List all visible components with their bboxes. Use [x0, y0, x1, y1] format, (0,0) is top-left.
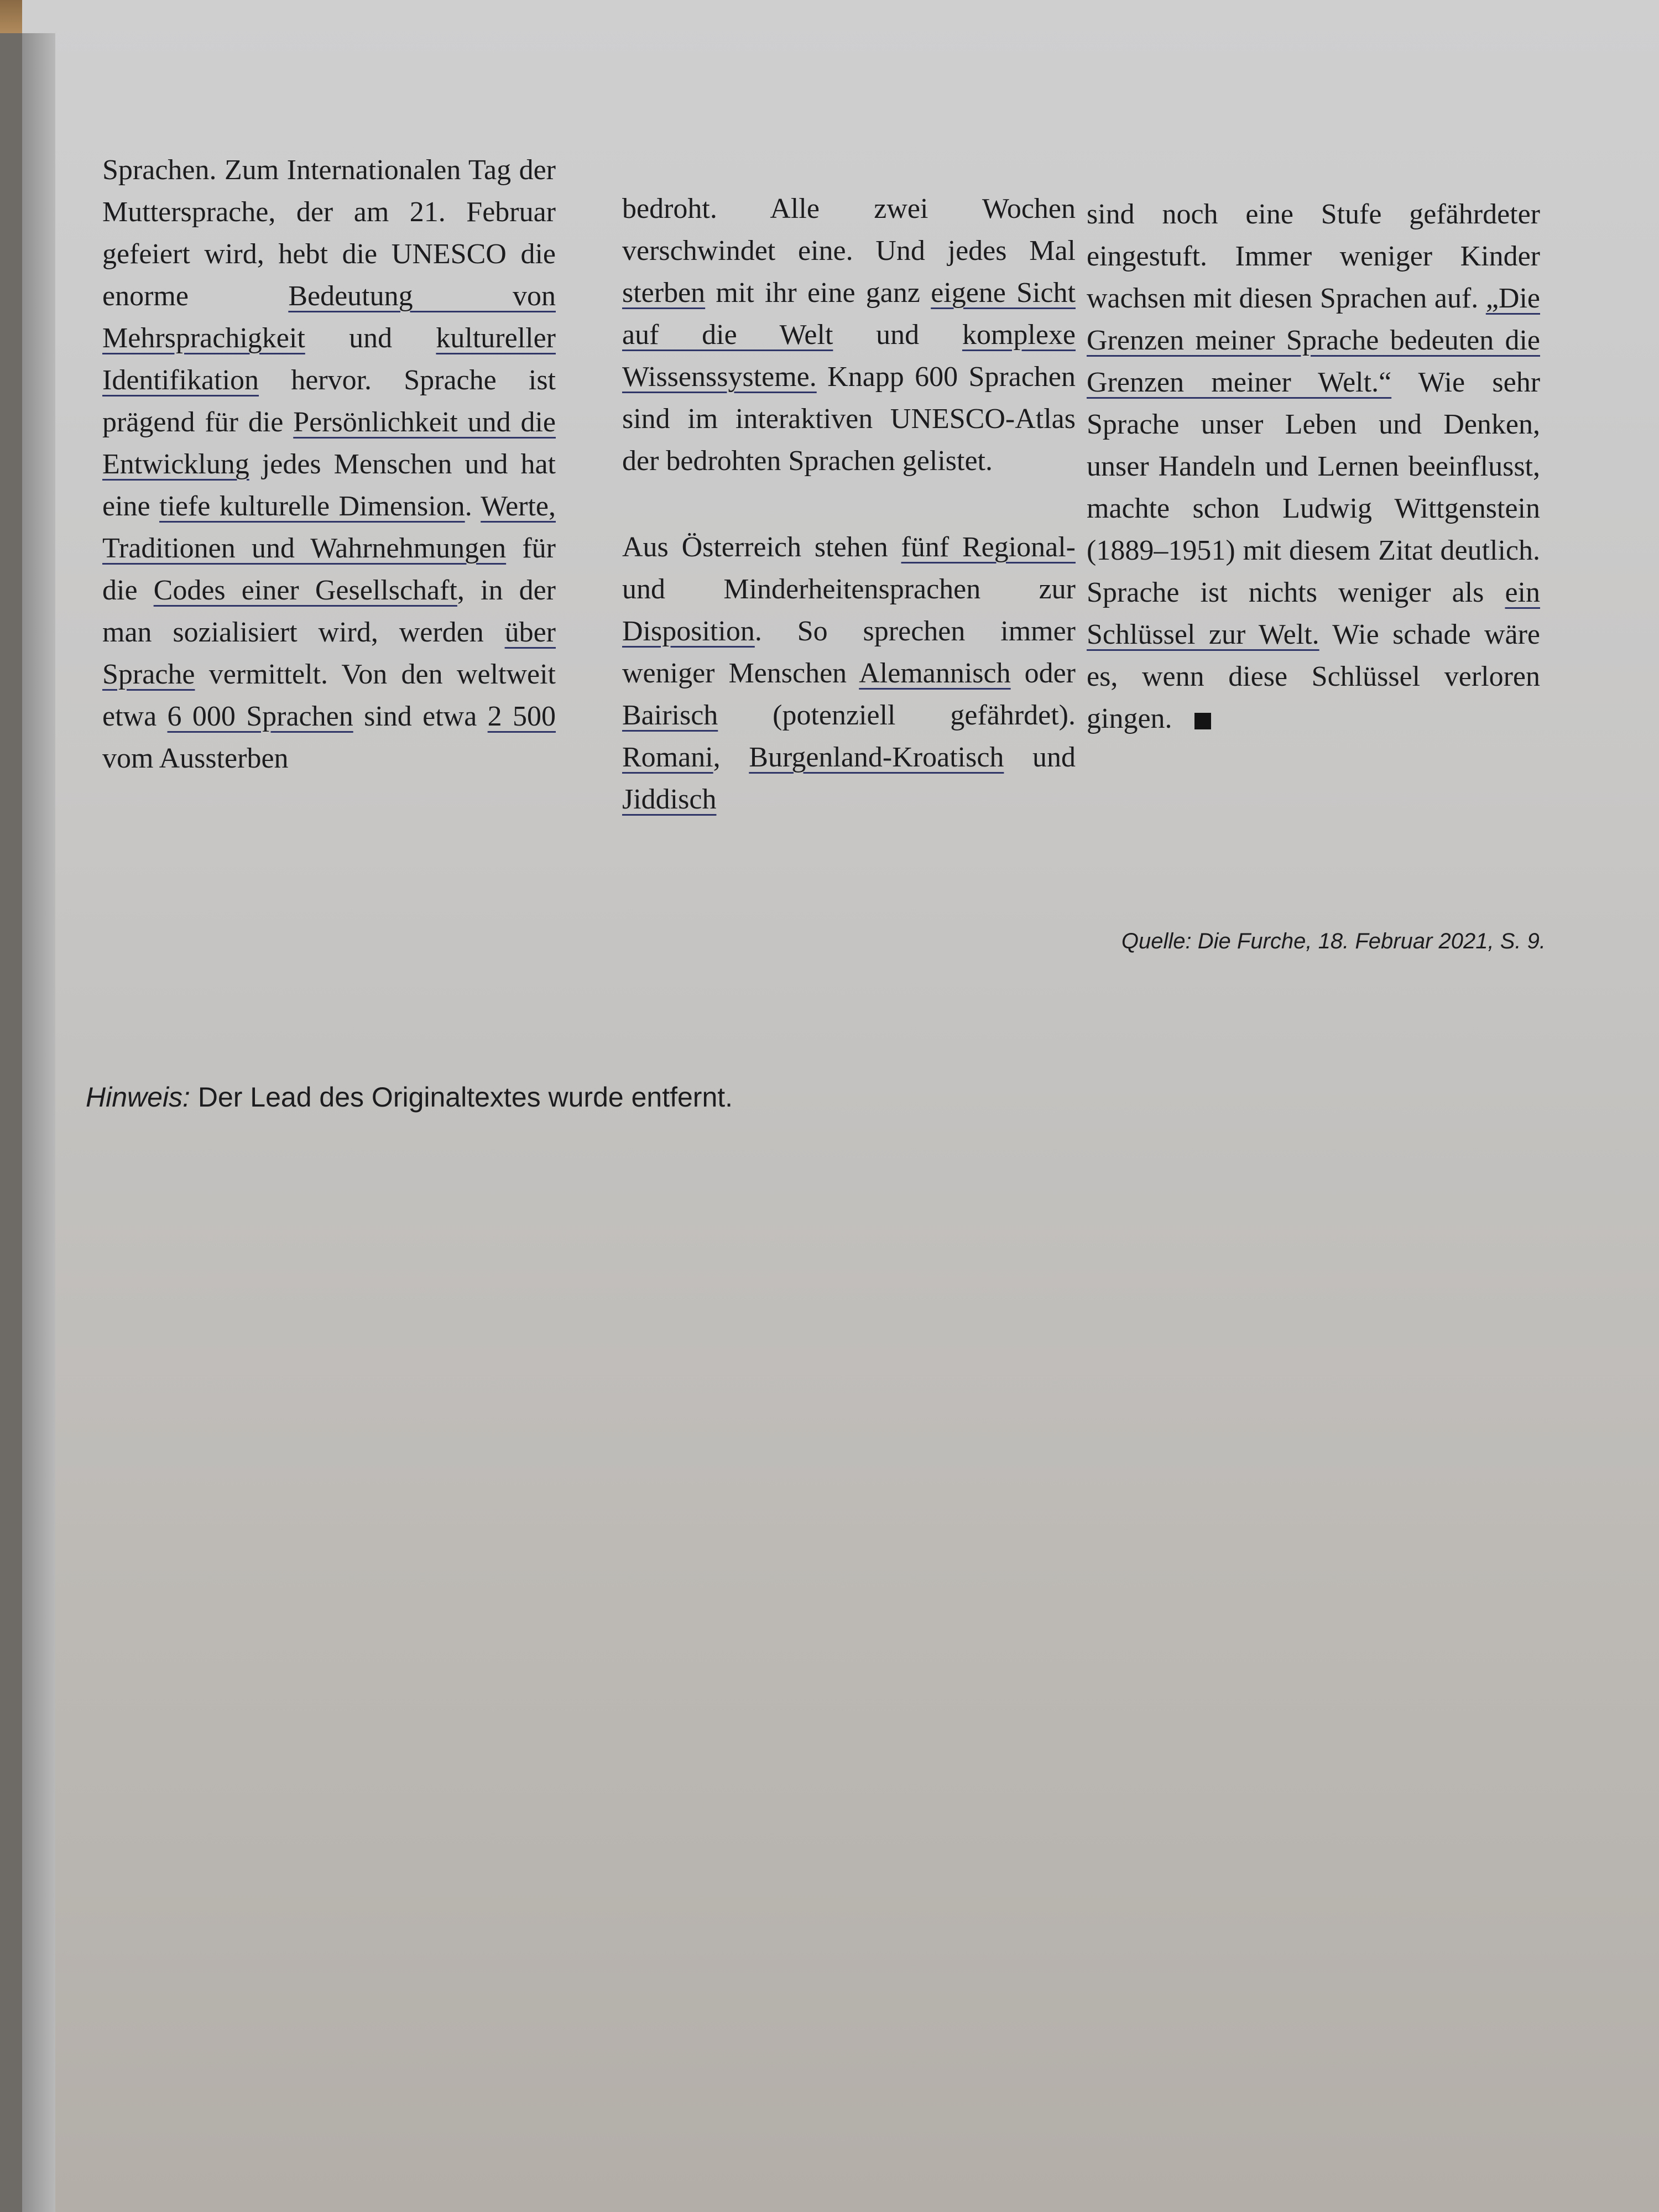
text-run: und — [1004, 742, 1076, 773]
text-run: . So sprechen immer weniger Menschen — [622, 615, 1076, 689]
text-run: bedroht. Alle zwei Wochen verschwindet eine. Und jedes Mal — [622, 193, 1076, 267]
underlined-phrase: Disposition — [622, 615, 755, 647]
underlined-phrase: eigene Sicht auf die Welt — [622, 277, 1076, 351]
underlined-phrase: Persönlichkeit und die Entwicklung — [102, 406, 556, 480]
article-column-1 — [102, 149, 556, 780]
text-run: sind noch eine Stufe gefährdeter eingestuft. Immer weniger Kinder wachsen mit diesen Sprachen auf. — [1087, 199, 1540, 314]
underlined-phrase: fünf Regional- — [901, 531, 1076, 563]
column-2-paragraph-2 — [622, 526, 1076, 821]
underlined-phrase: Alemannisch — [859, 658, 1011, 689]
article-column-2 — [622, 188, 1076, 821]
text-run: Sprachen. Zum Internationalen Tag der Muttersprache, der am 21. Februar gefeiert wird, hebt die UNESCO die enorme — [102, 154, 556, 312]
note-text: Der Lead des Originaltextes wurde entfernt. — [190, 1082, 733, 1113]
text-run: Wie sehr Sprache unser Leben und Denken, unser Handeln und Lernen beeinflusst, machte schon Ludwig Wittgenstein (1889–1951) mit diesem Zitat deutlich. Sprache ist nichts weniger als — [1087, 367, 1541, 608]
text-run: Wie schade wäre es, wenn diese Schlüssel verloren gingen. — [1087, 619, 1540, 734]
underlined-phrase: ein Schlüssel zur Welt. — [1087, 577, 1540, 650]
paper-sheet — [22, 0, 1659, 2212]
underlined-phrase: über Sprache — [102, 617, 556, 690]
note-line — [86, 1081, 733, 1113]
column-2-paragraph-1 — [622, 188, 1076, 482]
text-run: , in der man sozialisiert wird, werden — [102, 575, 556, 648]
text-run: , — [713, 742, 749, 773]
underlined-phrase: sterben — [622, 277, 706, 309]
underlined-quote: „Die Grenzen meiner Sprache bedeuten die Grenzen meiner Welt.“ — [1087, 283, 1540, 398]
note-label: Hinweis: — [86, 1082, 190, 1113]
text-run: sind etwa — [353, 701, 488, 732]
underlined-phrase: Bedeutung von Mehrsprachigkeit — [102, 280, 556, 354]
column-3-paragraph-1 — [1087, 194, 1540, 740]
article-column-3 — [1087, 194, 1540, 740]
text-run: oder — [1010, 658, 1076, 689]
source-citation — [1121, 929, 1546, 954]
column-1-paragraph-1 — [102, 149, 556, 780]
text-run: vom Aussterben — [102, 743, 289, 774]
underlined-phrase: kultureller Identifikation — [102, 322, 556, 396]
text-run: hervor. Sprache ist prägend für die — [102, 364, 556, 438]
source-text: Die Furche, 18. Februar 2021, S. 9. — [1191, 929, 1546, 953]
text-run: (potenziell gefährdet). — [718, 700, 1076, 731]
text-run: und — [833, 319, 962, 351]
text-run: mit ihr eine ganz — [705, 277, 931, 309]
underlined-phrase: Jiddisch — [622, 784, 717, 815]
text-run: für die — [102, 533, 556, 606]
text-run: vermittelt. Von den weltweit etwa — [102, 659, 556, 732]
text-run: . — [465, 491, 481, 522]
text-run: und — [305, 322, 436, 354]
end-of-article-square-icon — [1194, 713, 1211, 729]
article-columns — [102, 149, 1573, 868]
source-label: Quelle: — [1121, 929, 1192, 953]
underlined-phrase: tiefe kulturelle Dimension — [159, 491, 465, 522]
underlined-phrase: 2 500 — [487, 701, 556, 732]
text-run: Knapp 600 Sprachen sind im interaktiven UNESCO-Atlas der bedrohten Sprachen gelistet. — [622, 361, 1076, 477]
underlined-phrase: Burgenland-Kroatisch — [749, 742, 1004, 773]
underlined-phrase: 6 000 Sprachen — [167, 701, 353, 732]
underlined-phrase: Codes einer Gesellschaft — [153, 575, 457, 606]
underlined-phrase: Bairisch — [622, 700, 718, 731]
text-run: jedes Menschen und hat eine — [102, 448, 556, 522]
underlined-phrase: komplexe Wissenssysteme. — [622, 319, 1076, 393]
text-run: Aus Österreich stehen — [622, 531, 901, 563]
underlined-phrase: Romani — [622, 742, 713, 773]
sheet-edge-shadow — [22, 33, 55, 2212]
text-run: und Minderheitensprachen zur — [622, 573, 1076, 605]
underlined-phrase: Werte, Traditionen und Wahrnehmungen — [102, 491, 556, 564]
